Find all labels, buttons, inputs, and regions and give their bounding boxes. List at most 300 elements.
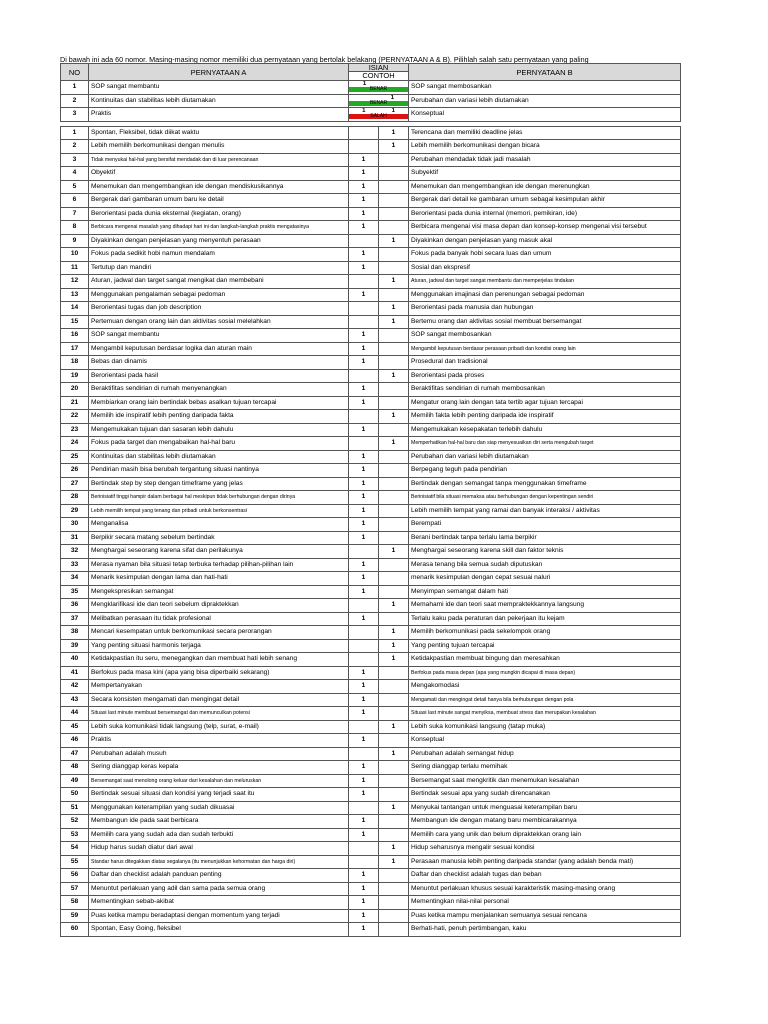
- answer-b-cell[interactable]: 1: [379, 410, 409, 424]
- statement-b: Berhati-hati, penuh pertimbangan, kaku: [409, 923, 681, 937]
- statement-b: Merasa tenang bila semua sudah diputuskan: [409, 558, 681, 572]
- answer-b-cell[interactable]: [379, 909, 409, 923]
- answer-b-cell[interactable]: 1: [379, 275, 409, 289]
- statement-b: Puas ketika mampu menjalankan semuanya sesuai rencana: [409, 909, 681, 923]
- answer-a-cell[interactable]: 1: [349, 491, 379, 505]
- statement-b: Konseptual: [409, 734, 681, 748]
- statement-b: Menuntut perlakuan khusus sesuai karakteristik masing-masing orang: [409, 882, 681, 896]
- question-number: 7: [61, 207, 89, 221]
- question-number: 12: [61, 275, 89, 289]
- answer-a-cell[interactable]: [349, 369, 379, 383]
- statement-a: Beraktifitas sendirian di rumah menyenangkan: [89, 383, 349, 397]
- answer-a-cell[interactable]: 1: [349, 761, 379, 775]
- question-number: 15: [61, 315, 89, 329]
- question-row: [61, 369, 681, 383]
- answer-b-cell[interactable]: 1: [379, 801, 409, 815]
- statement-b: Menemukan dan mengembangkan ide dengan merenungkan: [409, 180, 681, 194]
- statement-b: Berorientasi pada dunia internal (memori, pemikiran, ide): [409, 207, 681, 221]
- statement-b: Membangun ide dengan matang baru membicarakannya: [409, 815, 681, 829]
- question-row: [61, 248, 681, 262]
- answer-b-cell[interactable]: [379, 896, 409, 910]
- question-number: 60: [61, 923, 89, 937]
- answer-a-cell[interactable]: 1: [349, 707, 379, 721]
- statement-b: Bersemangat saat mengkritik dan menemukan kesalahan: [409, 774, 681, 788]
- question-number: 11: [61, 261, 89, 275]
- question-row: [61, 896, 681, 910]
- answer-b-cell[interactable]: [379, 572, 409, 586]
- question-row: [61, 545, 681, 559]
- answer-b-cell[interactable]: [379, 329, 409, 343]
- answer-a-cell[interactable]: [349, 315, 379, 329]
- question-number: 17: [61, 342, 89, 356]
- statement-b: Mengambil keputusan berdasar perasaan pribadi dan kondisi orang lain: [409, 342, 681, 356]
- statement-a: Mengklarifikasi ide dan teori sebelum dipraktekkan: [89, 599, 349, 613]
- example-statement-b: SOP sangat membosankan: [409, 81, 681, 95]
- answer-a-cell[interactable]: [349, 639, 379, 653]
- question-number: 59: [61, 909, 89, 923]
- answer-a-cell[interactable]: 1: [349, 788, 379, 802]
- answer-b-cell[interactable]: [379, 221, 409, 235]
- statement-a: Puas ketika mampu beradaptasi dengan momentum yang terjadi: [89, 909, 349, 923]
- example-statement-b: Konseptual: [409, 108, 681, 122]
- answer-a-cell[interactable]: 1: [349, 248, 379, 262]
- example-value-b: 1: [391, 108, 395, 114]
- question-row: [61, 477, 681, 491]
- statement-a: Tidak menyukai hal-hal yang bersifat mendadak dan di luar perencanaan: [89, 153, 349, 167]
- answer-b-cell[interactable]: [379, 558, 409, 572]
- statement-b: Prosedural dan tradisional: [409, 356, 681, 370]
- statement-b: Perasaan manusia lebih penting daripada standar (yang adalah benda mati): [409, 855, 681, 869]
- answer-b-cell[interactable]: [379, 248, 409, 262]
- statement-a: Hidup harus sudah diatur dari awal: [89, 842, 349, 856]
- answer-b-cell[interactable]: 1: [379, 140, 409, 154]
- question-row: [61, 734, 681, 748]
- statement-a: Lebih suka komunikasi tidak langsung (telp, surat, e-mail): [89, 720, 349, 734]
- statement-b: Mengatur orang lain dengan tata tertib agar tujuan tercapai: [409, 396, 681, 410]
- question-row: [61, 788, 681, 802]
- answer-a-cell[interactable]: 1: [349, 882, 379, 896]
- answer-a-cell[interactable]: 1: [349, 585, 379, 599]
- statement-a: Bertindak step by step dengan timeframe yang jelas: [89, 477, 349, 491]
- statement-a: Standar harus ditegakkan diatas segalanya (itu menunjukkan kehormatan dan harga diri): [89, 855, 349, 869]
- statement-b: Bertemu orang dan aktivitas sosial membuat bersemangat: [409, 315, 681, 329]
- statement-a: Bergerak dari gambaran umum baru ke detail: [89, 194, 349, 208]
- statement-a: Berorientasi pada hasil: [89, 369, 349, 383]
- answer-b-cell[interactable]: [379, 693, 409, 707]
- answer-a-cell[interactable]: 1: [349, 464, 379, 478]
- question-number: 56: [61, 869, 89, 883]
- answer-a-cell[interactable]: 1: [349, 288, 379, 302]
- question-row: [61, 815, 681, 829]
- answer-b-cell[interactable]: [379, 356, 409, 370]
- header-statement-b: PERNYATAAN B: [409, 64, 681, 81]
- answer-b-cell[interactable]: 1: [379, 639, 409, 653]
- answer-a-cell[interactable]: 1: [349, 558, 379, 572]
- statement-b: Situasi last minute sangat menyiksa, membuat stress dan merupakan kesalahan: [409, 707, 681, 721]
- answer-a-cell[interactable]: 1: [349, 693, 379, 707]
- answer-b-cell[interactable]: [379, 815, 409, 829]
- statement-a: Menghargai seseorang karena sifat dan perilakunya: [89, 545, 349, 559]
- question-row: [61, 396, 681, 410]
- question-row: [61, 288, 681, 302]
- answer-b-cell[interactable]: 1: [379, 747, 409, 761]
- answer-b-cell[interactable]: [379, 788, 409, 802]
- statement-a: Fokus pada target dan mengabaikan hal-hal baru: [89, 437, 349, 451]
- answer-a-cell[interactable]: 1: [349, 612, 379, 626]
- question-number: 4: [61, 167, 89, 181]
- answer-a-cell[interactable]: 1: [349, 207, 379, 221]
- statement-b: Perubahan dan variasi lebih diutamakan: [409, 450, 681, 464]
- statement-a: Pendirian masih bisa berubah tergantung situasi nantinya: [89, 464, 349, 478]
- question-number: 42: [61, 680, 89, 694]
- question-row: [61, 747, 681, 761]
- question-row: [61, 639, 681, 653]
- question-number: 43: [61, 693, 89, 707]
- answer-a-cell[interactable]: [349, 545, 379, 559]
- question-number: 23: [61, 423, 89, 437]
- statement-b: Memperhatikan hal-hal baru dan siap menyesuaikan diri serta mengubah target: [409, 437, 681, 451]
- statement-b: Mengakomodasi: [409, 680, 681, 694]
- question-row: [61, 653, 681, 667]
- answer-b-cell[interactable]: [379, 450, 409, 464]
- statement-b: Menggunakan imajinasi dan perenungan sebagai pedoman: [409, 288, 681, 302]
- statement-a: Memilih ide inspiratif lebih penting daripada fakta: [89, 410, 349, 424]
- answer-a-cell[interactable]: 1: [349, 167, 379, 181]
- answer-a-cell[interactable]: 1: [349, 221, 379, 235]
- answer-b-cell[interactable]: 1: [379, 315, 409, 329]
- answer-b-cell[interactable]: 1: [379, 599, 409, 613]
- statement-a: Mementingkan sebab-akibat: [89, 896, 349, 910]
- question-number: 10: [61, 248, 89, 262]
- statement-b: SOP sangat membosankan: [409, 329, 681, 343]
- question-row: [61, 626, 681, 640]
- question-row: [61, 707, 681, 721]
- answer-b-cell[interactable]: [379, 680, 409, 694]
- answer-b-cell[interactable]: [379, 869, 409, 883]
- answer-a-cell[interactable]: 1: [349, 423, 379, 437]
- statement-a: Praktis: [89, 734, 349, 748]
- question-row: [61, 383, 681, 397]
- question-number: 16: [61, 329, 89, 343]
- statement-b: Berbicara mengenai visi masa depan dan konsep-konsep mengenai visi tersebut: [409, 221, 681, 235]
- answer-b-cell[interactable]: [379, 383, 409, 397]
- statement-b: menarik kesimpulan dengan cepat sesuai naluri: [409, 572, 681, 586]
- question-row: [61, 342, 681, 356]
- answer-a-cell[interactable]: 1: [349, 572, 379, 586]
- answer-b-cell[interactable]: [379, 923, 409, 937]
- answer-b-cell[interactable]: [379, 828, 409, 842]
- answer-b-cell[interactable]: 1: [379, 369, 409, 383]
- answer-a-cell[interactable]: 1: [349, 153, 379, 167]
- answer-b-cell[interactable]: [379, 342, 409, 356]
- statement-a: Bertindak sesuai situasi dan kondisi yang terjadi saat itu: [89, 788, 349, 802]
- question-number: 21: [61, 396, 89, 410]
- question-row: [61, 761, 681, 775]
- question-row: [61, 315, 681, 329]
- question-row: [61, 531, 681, 545]
- answer-b-cell[interactable]: [379, 423, 409, 437]
- answer-b-cell[interactable]: 1: [379, 720, 409, 734]
- example-answer: [349, 81, 409, 95]
- question-number: 44: [61, 707, 89, 721]
- answer-b-cell[interactable]: [379, 180, 409, 194]
- answer-a-cell[interactable]: 1: [349, 734, 379, 748]
- statement-b: Sering dianggap terlalu memihak: [409, 761, 681, 775]
- answer-b-cell[interactable]: 1: [379, 626, 409, 640]
- answer-a-cell[interactable]: 1: [349, 923, 379, 937]
- statement-a: Memilih cara yang sudah ada dan sudah terbukti: [89, 828, 349, 842]
- question-row: [61, 518, 681, 532]
- example-statement-b: Perubahan dan variasi lebih diutamakan: [409, 94, 681, 108]
- statement-b: Berani bertindak tanpa terlalu lama berpikir: [409, 531, 681, 545]
- header-no: NO: [61, 64, 89, 81]
- question-number: 14: [61, 302, 89, 316]
- answer-b-cell[interactable]: 1: [379, 855, 409, 869]
- question-row: [61, 666, 681, 680]
- statement-b: Yang penting tujuan tercapai: [409, 639, 681, 653]
- statement-a: Situasi last minute membuat bersemangat dan memunculkan potensi: [89, 707, 349, 721]
- answer-a-cell[interactable]: 1: [349, 909, 379, 923]
- question-row: [61, 234, 681, 248]
- question-row: [61, 410, 681, 424]
- statement-a: Melibatkan perasaan itu tidak profesional: [89, 612, 349, 626]
- statement-b: Diyakinkan dengan penjelasan yang masuk akal: [409, 234, 681, 248]
- answer-a-cell[interactable]: 1: [349, 504, 379, 518]
- question-row: [61, 491, 681, 505]
- statement-a: SOP sangat membantu: [89, 329, 349, 343]
- answer-a-cell[interactable]: [349, 747, 379, 761]
- answer-b-cell[interactable]: [379, 194, 409, 208]
- statement-a: Menuntut perlakuan yang adil dan sama pada semua orang: [89, 882, 349, 896]
- answer-a-cell[interactable]: 1: [349, 828, 379, 842]
- answer-b-cell[interactable]: [379, 734, 409, 748]
- question-number: 53: [61, 828, 89, 842]
- answer-a-cell[interactable]: 1: [349, 356, 379, 370]
- answer-a-cell[interactable]: 1: [349, 774, 379, 788]
- answer-b-cell[interactable]: 1: [379, 437, 409, 451]
- answer-b-cell[interactable]: [379, 774, 409, 788]
- statement-b: Memilih cara yang unik dan belum dipraktekkan orang lain: [409, 828, 681, 842]
- question-number: 34: [61, 572, 89, 586]
- question-number: 35: [61, 585, 89, 599]
- answer-a-cell[interactable]: [349, 653, 379, 667]
- answer-b-cell[interactable]: 1: [379, 234, 409, 248]
- answer-a-cell[interactable]: 1: [349, 396, 379, 410]
- statement-b: Mengemukakan kesepakatan terlebih dahulu: [409, 423, 681, 437]
- example-value-b: 1: [390, 94, 395, 101]
- answer-b-cell[interactable]: [379, 396, 409, 410]
- statement-b: Hidup seharusnya mengalir sesuai kondisi: [409, 842, 681, 856]
- answer-b-cell[interactable]: [379, 761, 409, 775]
- statement-a: Berfokus pada masa kini (apa yang bisa diperbaiki sekarang): [89, 666, 349, 680]
- answer-b-cell[interactable]: [379, 585, 409, 599]
- example-row: [61, 108, 681, 122]
- question-row: [61, 923, 681, 937]
- question-row: [61, 450, 681, 464]
- statement-a: Kontinuitas dan stabilitas lebih diutamakan: [89, 450, 349, 464]
- statement-a: Menganalisa: [89, 518, 349, 532]
- statement-a: Spontan, Easy Going, fleksibel: [89, 923, 349, 937]
- statement-b: Lebih memilih berkomunikasi dengan bicara: [409, 140, 681, 154]
- statement-a: Lebih memilih tempat yang tenang dan pribadi untuk berkonsentrasi: [89, 504, 349, 518]
- answer-a-cell[interactable]: [349, 140, 379, 154]
- answer-a-cell[interactable]: [349, 842, 379, 856]
- statement-a: Spontan, Fleksibel, tidak diikat waktu: [89, 126, 349, 140]
- statement-b: Berorientasi pada manusia dan hubungan: [409, 302, 681, 316]
- answer-a-cell[interactable]: 1: [349, 869, 379, 883]
- answer-b-cell[interactable]: [379, 491, 409, 505]
- statement-a: Berbicara mengenai masalah yang dihadapi hari ini dan langkah-langkah praktis mengatasinya: [89, 221, 349, 235]
- example-number: 1: [61, 81, 89, 95]
- statement-a: Berinisiatif tinggi hampir dalam berbagai hal meskipun tidak berhubungan dengan dirinya: [89, 491, 349, 505]
- statement-a: Membangun ide pada saat berbicara: [89, 815, 349, 829]
- question-number: 47: [61, 747, 89, 761]
- statement-a: Mengemukakan tujuan dan sasaran lebih dahulu: [89, 423, 349, 437]
- statement-b: Aturan, jadwal dan target sangat membantu dan memperjelas tindakan: [409, 275, 681, 289]
- question-number: 2: [61, 140, 89, 154]
- answer-b-cell[interactable]: [379, 504, 409, 518]
- example-row: [61, 94, 681, 108]
- statement-a: Tertutup dan mandiri: [89, 261, 349, 275]
- answer-a-cell[interactable]: 1: [349, 815, 379, 829]
- answer-a-cell[interactable]: [349, 437, 379, 451]
- statement-b: Berempati: [409, 518, 681, 532]
- statement-b: Memahami ide dan teori saat mempraktekkannya langsung: [409, 599, 681, 613]
- answer-a-cell[interactable]: [349, 410, 379, 424]
- statement-a: Berpikir secara matang sebelum bertindak: [89, 531, 349, 545]
- question-number: 36: [61, 599, 89, 613]
- answer-a-cell[interactable]: [349, 801, 379, 815]
- answer-a-cell[interactable]: 1: [349, 342, 379, 356]
- statement-a: Lebih memilih berkomunikasi dengan menulis: [89, 140, 349, 154]
- header-contoh: CONTOH: [349, 72, 409, 81]
- statement-b: Berorientasi pada proses: [409, 369, 681, 383]
- question-number: 26: [61, 464, 89, 478]
- statement-a: Diyakinkan dengan penjelasan yang menyentuh perasaan: [89, 234, 349, 248]
- question-number: 33: [61, 558, 89, 572]
- answer-a-cell[interactable]: 1: [349, 261, 379, 275]
- statement-a: Mengekspresikan semangat: [89, 585, 349, 599]
- answer-a-cell[interactable]: 1: [349, 329, 379, 343]
- statement-b: Mengamati dan mengingat detail hanya bila berhubungan dengan pola: [409, 693, 681, 707]
- question-number: 31: [61, 531, 89, 545]
- statement-a: Menarik kesimpulan dengan lama dan hati-hati: [89, 572, 349, 586]
- question-row: [61, 194, 681, 208]
- answer-a-cell[interactable]: 1: [349, 180, 379, 194]
- statement-b: Sosial dan ekspresif: [409, 261, 681, 275]
- statement-b: Fokus pada banyak hobi secara luas dan umum: [409, 248, 681, 262]
- question-number: 5: [61, 180, 89, 194]
- answer-a-cell[interactable]: 1: [349, 194, 379, 208]
- question-number: 24: [61, 437, 89, 451]
- question-number: 28: [61, 491, 89, 505]
- answer-b-cell[interactable]: [379, 153, 409, 167]
- answer-a-cell[interactable]: [349, 855, 379, 869]
- answer-b-cell[interactable]: [379, 477, 409, 491]
- question-row: [61, 126, 681, 140]
- question-number: 57: [61, 882, 89, 896]
- question-row: [61, 855, 681, 869]
- statement-a: Menggunakan pengalaman sebagai pedoman: [89, 288, 349, 302]
- statement-a: Sering dianggap keras kepala: [89, 761, 349, 775]
- answer-b-cell[interactable]: [379, 707, 409, 721]
- question-number: 39: [61, 639, 89, 653]
- statement-b: Menghargai seseorang karena skill dan faktor teknis: [409, 545, 681, 559]
- answer-a-cell[interactable]: [349, 126, 379, 140]
- answer-b-cell[interactable]: 1: [379, 302, 409, 316]
- statement-b: Bergerak dari detail ke gambaran umum sebagai kesimpulan akhir: [409, 194, 681, 208]
- answer-a-cell[interactable]: 1: [349, 680, 379, 694]
- question-row: [61, 302, 681, 316]
- answer-a-cell[interactable]: 1: [349, 383, 379, 397]
- answer-a-cell[interactable]: [349, 720, 379, 734]
- statement-b: Ketidakpastian membuat bingung dan meresahkan: [409, 653, 681, 667]
- answer-a-cell[interactable]: [349, 302, 379, 316]
- statement-a: Pertemuan dengan orang lain dan aktivitas sosial melelahkan: [89, 315, 349, 329]
- statement-b: Menyimpan semangat dalam hati: [409, 585, 681, 599]
- statement-b: Mementingkan nilai-nilai personal: [409, 896, 681, 910]
- question-row: [61, 558, 681, 572]
- answer-b-cell[interactable]: [379, 882, 409, 896]
- answer-a-cell[interactable]: 1: [349, 531, 379, 545]
- answer-b-cell[interactable]: [379, 518, 409, 532]
- question-row: [61, 909, 681, 923]
- question-row: [61, 599, 681, 613]
- answer-a-cell[interactable]: 1: [349, 518, 379, 532]
- question-number: 46: [61, 734, 89, 748]
- example-statement-a: Praktis: [89, 108, 349, 122]
- answer-b-cell[interactable]: [379, 207, 409, 221]
- answer-b-cell[interactable]: [379, 531, 409, 545]
- answer-a-cell[interactable]: 1: [349, 477, 379, 491]
- answer-a-cell[interactable]: [349, 234, 379, 248]
- statement-b: Terencana dan memiliki deadline jelas: [409, 126, 681, 140]
- answer-a-cell[interactable]: 1: [349, 666, 379, 680]
- answer-a-cell[interactable]: [349, 275, 379, 289]
- question-number: 50: [61, 788, 89, 802]
- answer-b-cell[interactable]: 1: [379, 842, 409, 856]
- answer-a-cell[interactable]: 1: [349, 450, 379, 464]
- answer-a-cell[interactable]: 1: [349, 896, 379, 910]
- question-row: [61, 774, 681, 788]
- question-number: 30: [61, 518, 89, 532]
- statement-b: Daftar dan checklist adalah tugas dan beban: [409, 869, 681, 883]
- statement-a: Mempertanyakan: [89, 680, 349, 694]
- answer-b-cell[interactable]: 1: [379, 545, 409, 559]
- question-number: 37: [61, 612, 89, 626]
- question-row: [61, 153, 681, 167]
- question-number: 40: [61, 653, 89, 667]
- statement-b: Lebih suka komunikasi langsung (tatap muka): [409, 720, 681, 734]
- answer-b-cell[interactable]: [379, 464, 409, 478]
- question-row: [61, 504, 681, 518]
- answer-b-cell[interactable]: 1: [379, 653, 409, 667]
- answer-b-cell[interactable]: [379, 612, 409, 626]
- answer-b-cell[interactable]: 1: [379, 126, 409, 140]
- example-row: [61, 81, 681, 95]
- answer-b-cell[interactable]: [379, 261, 409, 275]
- answer-b-cell[interactable]: [379, 666, 409, 680]
- answer-b-cell[interactable]: [379, 167, 409, 181]
- statement-b: Perubahan mendadak tidak jadi masalah: [409, 153, 681, 167]
- question-row: [61, 801, 681, 815]
- questionnaire-table: [60, 63, 681, 937]
- answer-a-cell[interactable]: [349, 599, 379, 613]
- answer-a-cell[interactable]: [349, 626, 379, 640]
- question-number: 49: [61, 774, 89, 788]
- question-row: [61, 329, 681, 343]
- answer-b-cell[interactable]: [379, 288, 409, 302]
